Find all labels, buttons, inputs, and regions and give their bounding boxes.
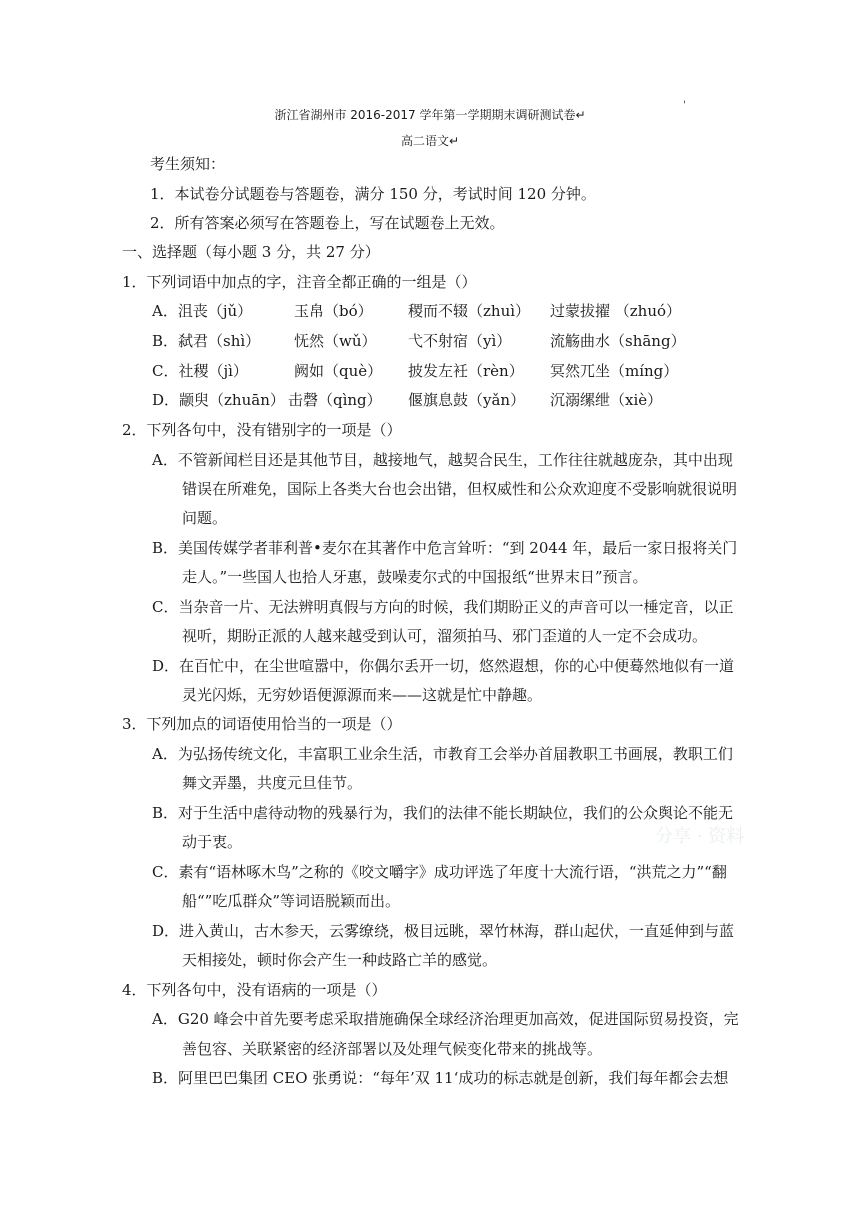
q1-d-2: 击磬（qìng）	[288, 391, 382, 409]
q1-a-2: 玉帛（bó）	[294, 302, 373, 320]
section-heading: 一、选择题（每小题 3 分，共 27 分）	[122, 243, 380, 261]
q3-line: C．素有“语林啄木鸟”之称的《咬文嚼字》成功评选了年度十大流行语，“洪荒之力”“翻	[152, 863, 727, 881]
q3-line: 动于衷。	[182, 833, 243, 851]
q1-b-1: B．弑君（shì）	[152, 332, 261, 350]
q1-d-3: 偃旗息鼓（yǎn）	[408, 391, 526, 409]
q2-line: B．美国传媒学者菲利普•麦尔在其著作中危言耸听：“到 2044 年，最后一家日报将关门	[152, 539, 738, 557]
q2-line: 问题。	[182, 509, 228, 527]
q1-c-1: C．社稷（jì）	[152, 362, 248, 380]
q1-a-4: 过蒙拔擢 （zhuó）	[550, 302, 682, 320]
question-2-stem: 2．下列各句中，没有错别字的一项是（）	[122, 421, 402, 439]
q1-a-1: A．沮丧（jǔ）	[152, 302, 253, 320]
q2-line: 灵光闪烁，无穷妙语便源源而来——这就是忙中静趣。	[182, 686, 543, 704]
q2-line: 走人。”一些国人也拾人牙惠，鼓噪麦尔式的中国报纸“世界末日”预言。	[182, 568, 648, 586]
q1-c-3: 披发左衽（rèn）	[408, 362, 524, 380]
q3-line: D．进入黄山，古木参天，云雾缭绕，极目远眺，翠竹林海，群山起伏，一直延伸到与蓝	[152, 922, 735, 940]
notice-heading: 考生须知：	[150, 155, 226, 173]
q1-row-b	[152, 329, 686, 353]
q1-c-2: 阙如（què）	[294, 362, 383, 380]
notice-item-2: 2．所有答案必须写在答题卷上，写在试题卷上无效。	[150, 214, 505, 232]
q1-row-d	[152, 388, 662, 412]
q1-row-a	[152, 299, 681, 323]
q1-c-4: 冥然兀坐（míng）	[550, 362, 679, 380]
q3-line: 船“”吃瓜群众”等词语脱颖而出。	[182, 892, 401, 910]
q4-line: B．阿里巴巴集团 CEO 张勇说：“每年’双 11‘成功的标志就是创新，我们每年都会去想	[152, 1069, 729, 1087]
q4-line: 善包容、关联紧密的经济部署以及处理气候变化带来的挑战等。	[182, 1040, 603, 1058]
q1-b-2: 怃然（wǔ）	[294, 332, 377, 350]
corner-mark: '	[683, 100, 686, 111]
q3-line: 舞文弄墨，共度元旦佳节。	[182, 774, 363, 792]
notice-item-1: 1．本试卷分试题卷与答题卷，满分 150 分，考试时间 120 分钟。	[150, 185, 596, 203]
q2-line: 视听，期盼正派的人越来越受到认可，溜须拍马、邪门歪道的人一定不会成功。	[182, 627, 708, 645]
q1-a-3: 稷而不辍（zhuì）	[408, 302, 531, 320]
q1-b-4: 流觞曲水（shāng）	[550, 332, 686, 350]
q2-line: C．当杂音一片、无法辨明真假与方向的时候，我们期盼正义的声音可以一棰定音，以正	[152, 598, 734, 616]
question-1-stem: 1．下列词语中加点的字，注音全都正确的一组是（）	[122, 273, 477, 291]
q1-d-1: D．颛臾（zhuān）	[152, 391, 285, 409]
q1-b-3: 弋不射宿（yì）	[408, 332, 512, 350]
exam-subtitle: 高二语文↵	[400, 134, 460, 148]
q4-line: A．G20 峰会中首先要考虑采取措施确保全球经济治理更加高效，促进国际贸易投资，完	[152, 1010, 739, 1028]
q1-d-4: 沉溺缧绁（xiè）	[550, 391, 663, 409]
q3-line: 天相接处，顿时你会产生一种歧路亡羊的感觉。	[182, 951, 498, 969]
q2-line: 错误在所难免，国际上各类大台也会出错，但权威性和公众欢迎度不受影响就很说明	[182, 480, 738, 498]
q1-row-c	[152, 359, 678, 383]
q2-line: D．在百忙中，在尘世喧嚣中，你偶尔丢开一切，悠然遐想，你的心中便蓦然地似有一道	[152, 657, 735, 675]
question-3-stem: 3．下列加点的词语使用恰当的一项是（）	[122, 715, 402, 733]
q3-line: B．对于生活中虐待动物的残暴行为，我们的法律不能长期缺位，我们的公众舆论不能无	[152, 804, 734, 822]
watermark: 分享 · 资料	[655, 826, 745, 847]
q3-line: A．为弘扬传统文化，丰富职工业余生活，市教育工会举办首届教职工书画展，教职工们	[152, 745, 733, 763]
q2-line: A．不管新闻栏目还是其他节目，越接地气，越契合民生，工作往往就越庞杂，其中出现	[152, 451, 733, 469]
exam-title: 浙江省湖州市 2016-2017 学年第一学期期末调研测试卷↵	[274, 108, 586, 122]
question-4-stem: 4．下列各句中，没有语病的一项是（）	[122, 981, 387, 999]
